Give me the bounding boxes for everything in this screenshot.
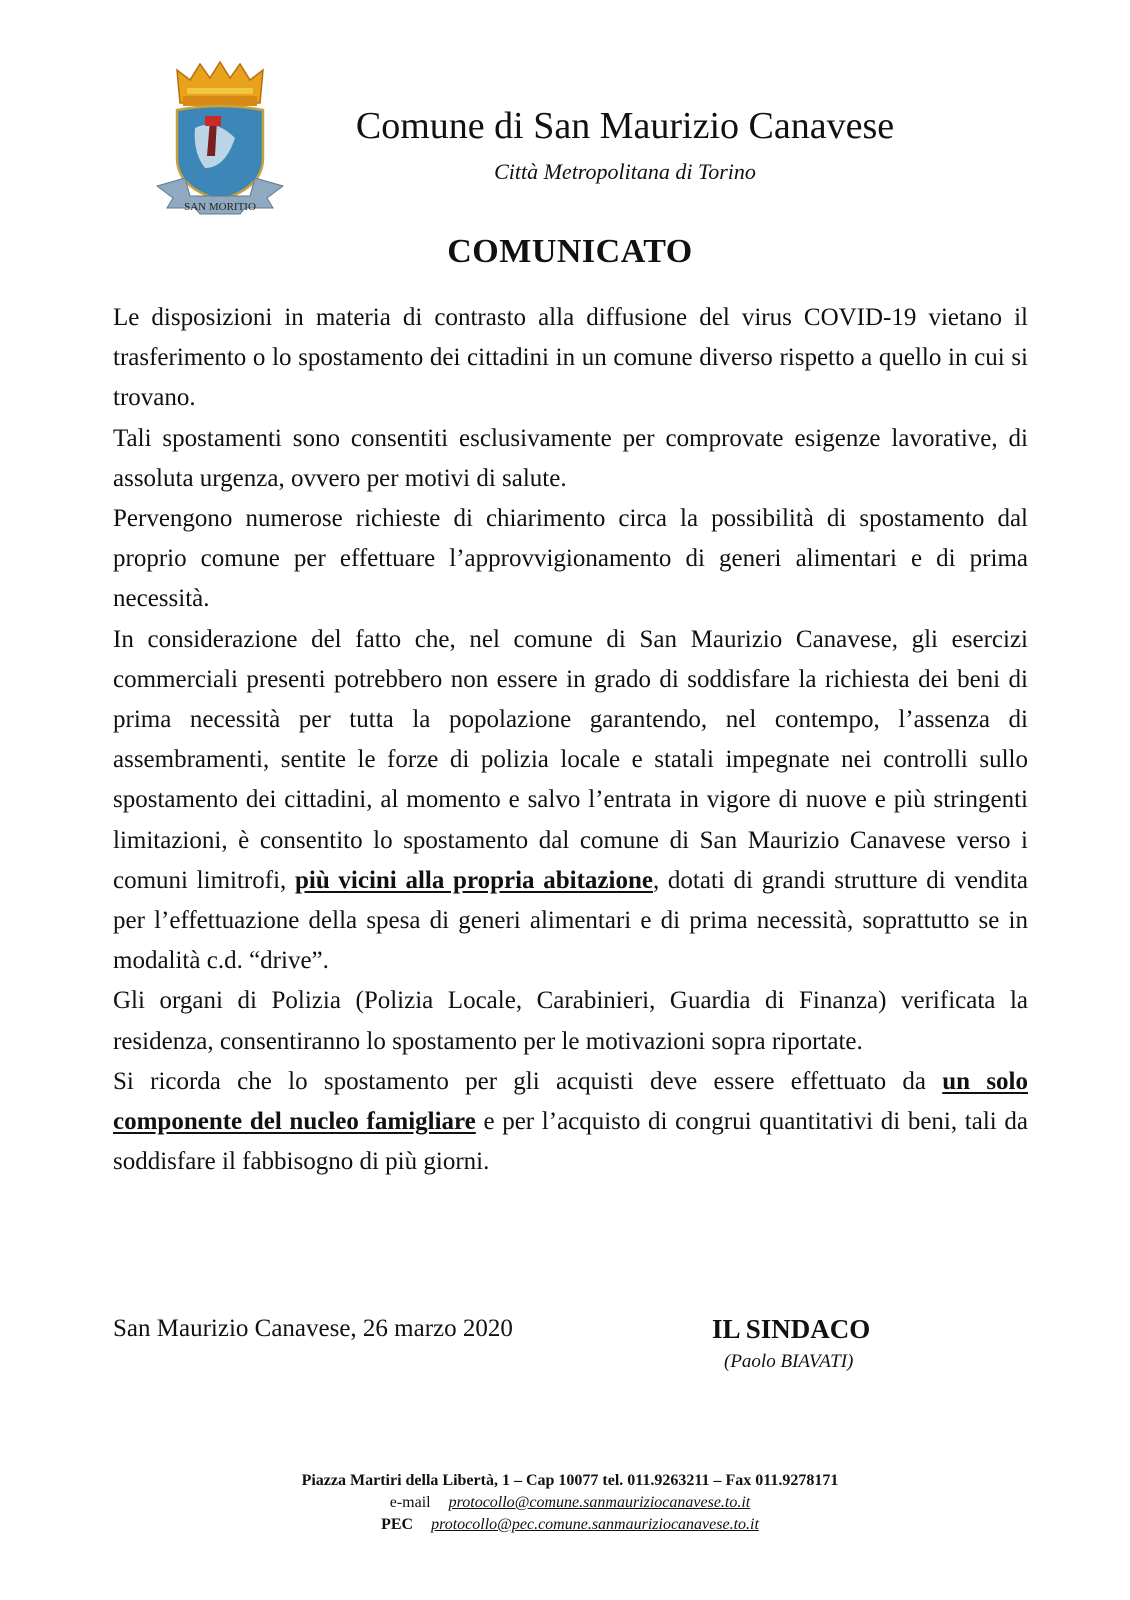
paragraph-text: In considerazione del fatto che, nel comune di San Maurizio Canavese, gli esercizi commerciali presenti potrebbero non essere in grado di soddisfare la richiesta dei beni di prima necessità per tutta la popolazione garantendo, nel contempo, l’assenza di assembramenti, sentite le forze di polizia locale e statali impegnate nei controlli sullo spostamento dei cittadini, al momento e salvo l’entrata in vigore di nuove e più stringenti limitazioni, è consentito lo spostamento dal comune di San Maurizio Canavese verso i comuni limitrofi, [113,625,1028,894]
paragraph: Gli organi di Polizia (Polizia Locale, Carabinieri, Guardia di Finanza) verificata la residenza, consentiranno lo spostamento per le motivazioni sopra riportate. [113,987,1028,1055]
document-title: COMUNICATO [447,233,693,270]
municipality-subtitle: Città Metropolitana di Torino [494,159,756,184]
coat-of-arms-logo [155,58,285,218]
emphasis-single-member: un solo componente del nucleo famigliare [113,1067,1029,1136]
emphasis-nearest-towns: più vicini alla propria abitazione [294,866,653,894]
footer-email-row [0,1492,1130,1514]
signature-name: (Paolo BIAVATI) [724,1351,854,1372]
signature-title: IL SINDACO [712,1314,871,1344]
footer [0,1470,1130,1536]
email-label: e-mail [389,1494,431,1511]
paragraph-text: , dotati di grandi strutture di vendita per l’effettuazione della spesa di generi alimentari e di prima necessità, soprattutto se in modalità c.d. “drive”. [113,866,1028,975]
paragraph-text: e per l’acquisto di congrui quantitativi di beni, tali da soddisfare il fabbisogno di più giorni. [113,1108,1028,1176]
footer-pec-row [0,1514,1130,1536]
document-body [113,298,1028,1182]
coat-of-arms-icon [155,58,285,218]
paragraph-text: Si ricorda che lo spostamento per gli acquisti deve essere effettuato da [113,1067,943,1095]
svg-text:SAN MORITIO: SAN MORITIO [184,201,256,213]
pec-label: PEC [381,1516,414,1533]
footer-address: Piazza Martiri della Libertà, 1 – Cap 10077 tel. 011.9263211 – Fax 011.9278171 [301,1472,839,1489]
email-link[interactable]: protocollo@comune.sanmauriziocanavese.to.it [448,1494,751,1511]
paragraph [113,620,1028,982]
paragraph: Le disposizioni in materia di contrasto alla diffusione del virus COVID-19 vietano il trasferimento o lo spostamento dei cittadini in un comune diverso rispetto a quello in cui si trovano. [113,304,1028,412]
municipality-title: Comune di San Maurizio Canavese [355,105,895,147]
paragraph: Pervengono numerose richieste di chiarimento circa la possibilità di spostamento dal proprio comune per effettuare l’approvvigionamento di generi alimentari e di prima necessità. [113,505,1028,613]
pec-link[interactable]: protocollo@pec.comune.sanmauriziocanavese.to.it [431,1516,759,1533]
paragraph: Tali spostamenti sono consentiti esclusivamente per comprovate esigenze lavorative, di assoluta urgenza, ovvero per motivi di salute. [113,424,1028,492]
paragraph [113,1062,1028,1183]
place-date: San Maurizio Canavese, 26 marzo 2020 [113,1315,513,1342]
